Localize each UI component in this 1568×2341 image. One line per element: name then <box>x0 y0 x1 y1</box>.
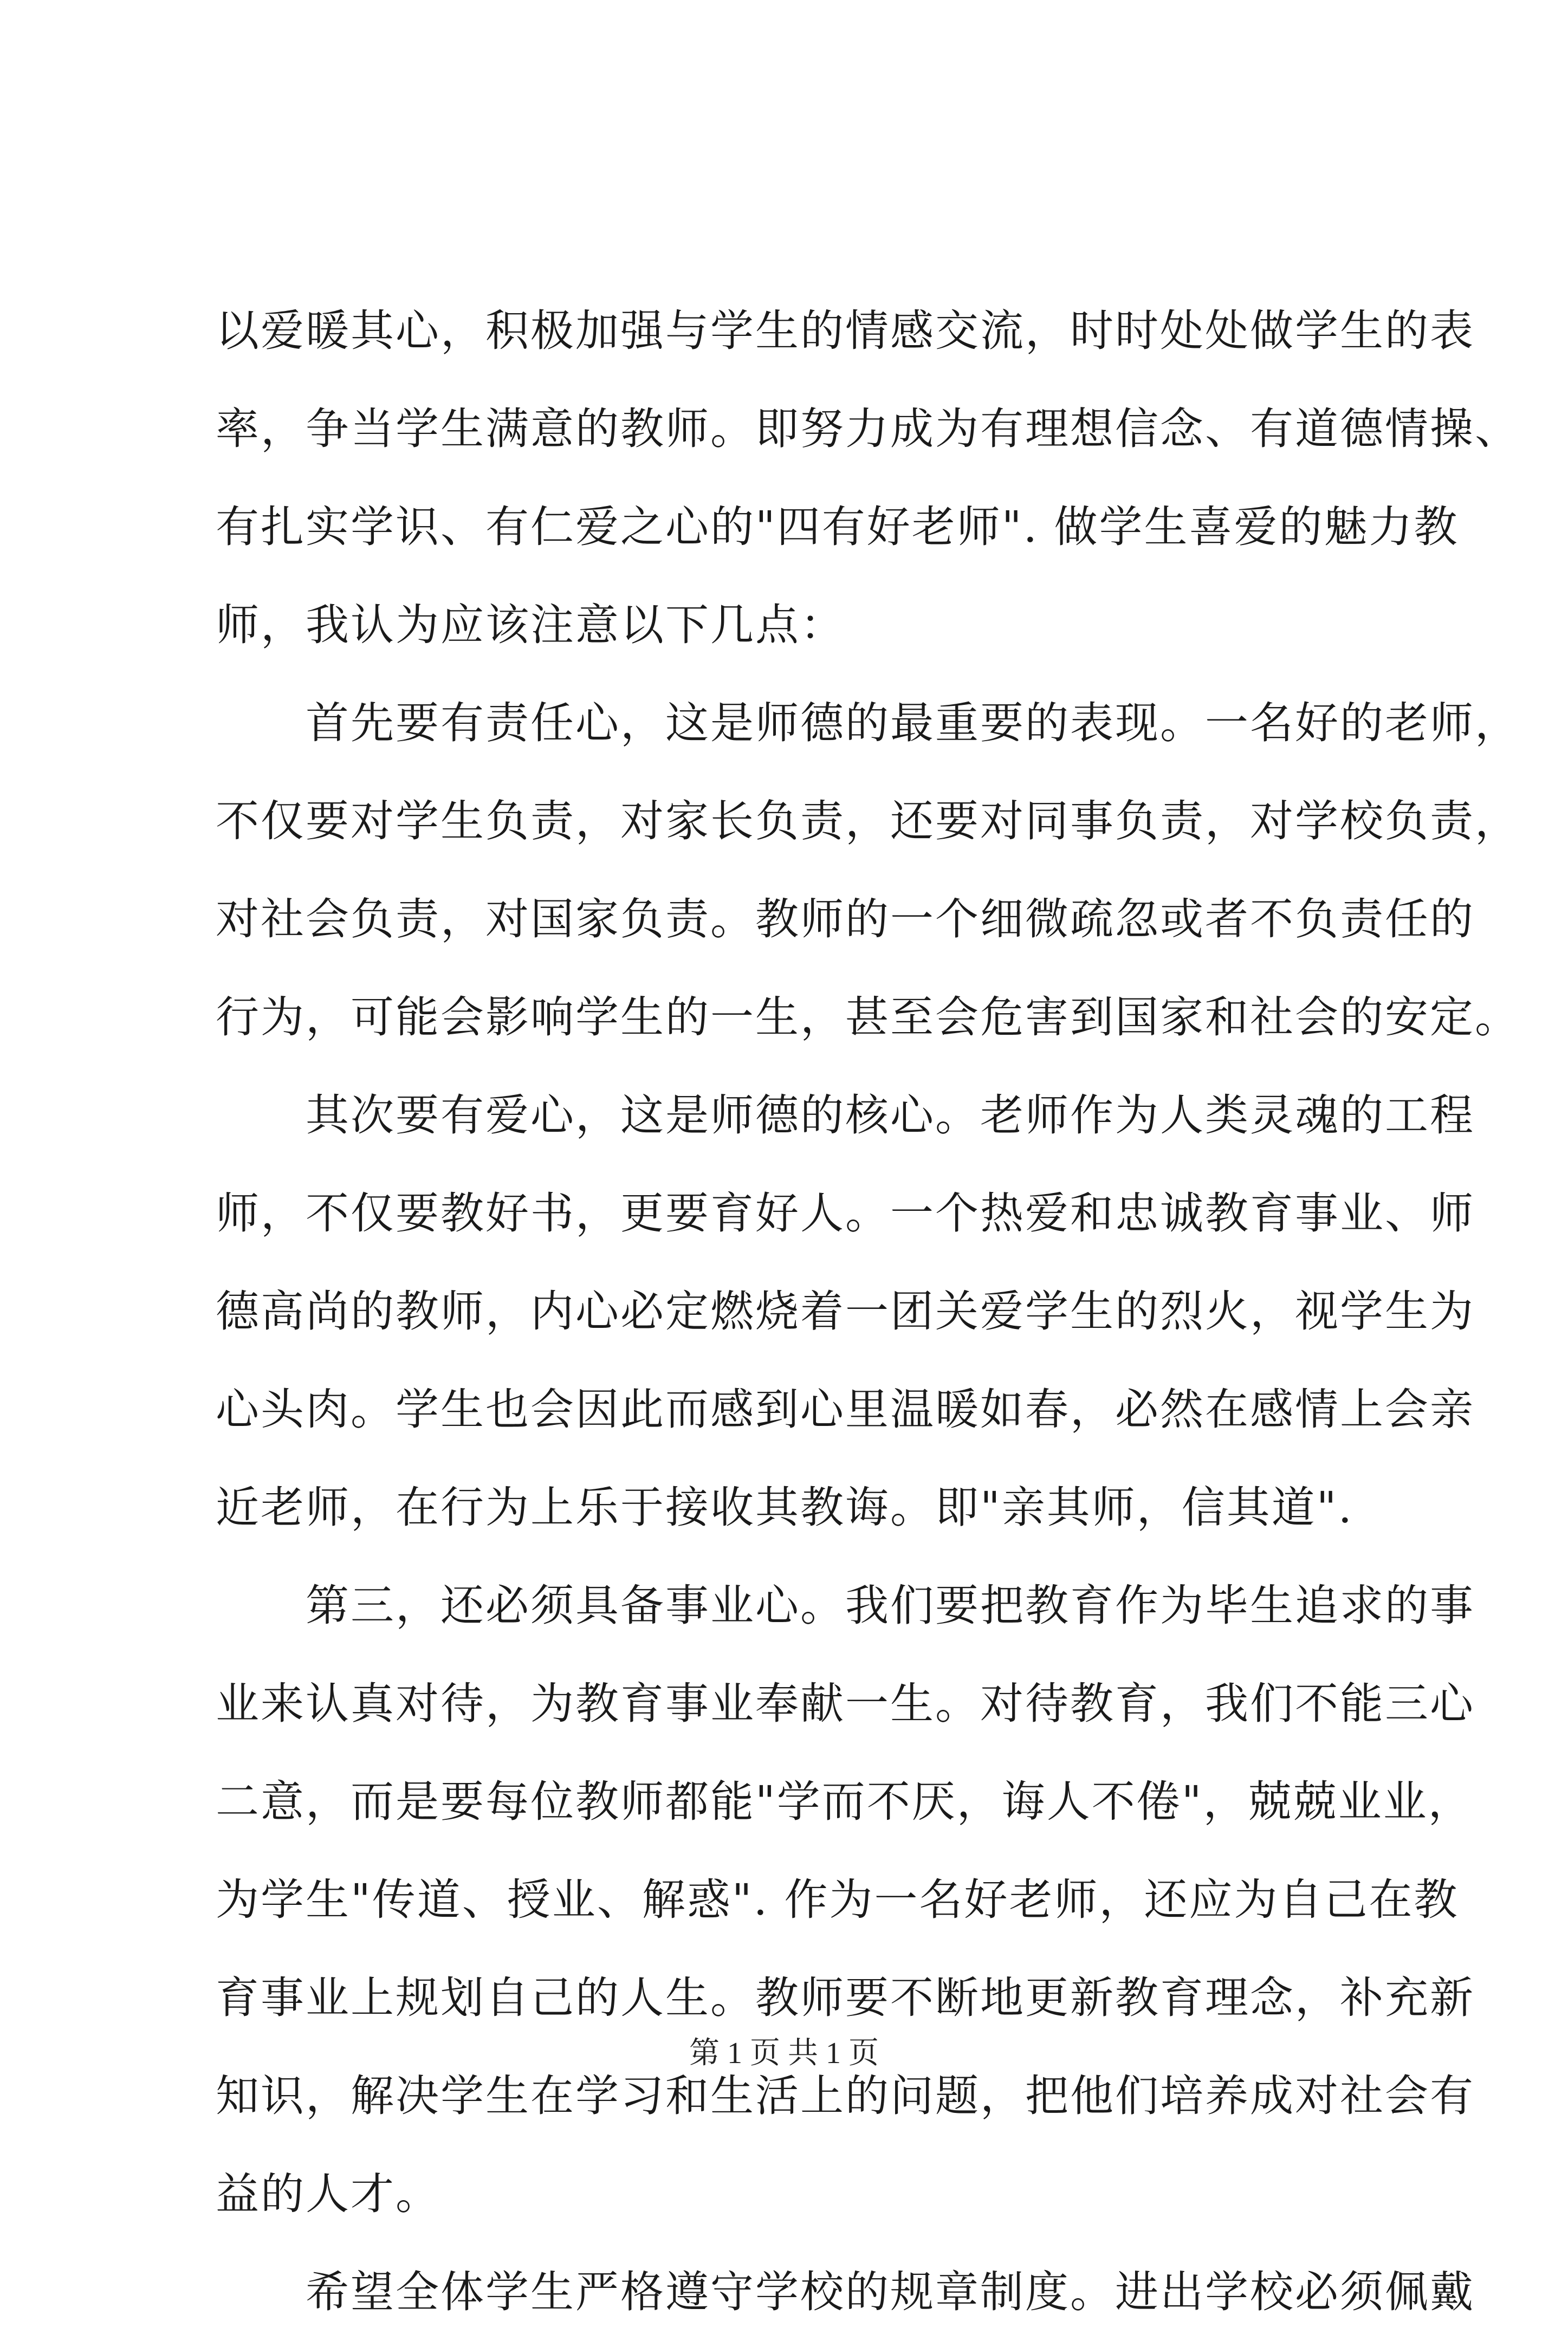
text-line: 益的人才。 <box>216 2169 440 2219</box>
text-line: 心头肉。学生也会因此而感到心里温暖如春，必然在感情上会亲 <box>216 1384 1475 1435</box>
text-line: 希望全体学生严格遵守学校的规章制度。进出学校必须佩戴 <box>216 2267 1475 2317</box>
text-line: 近老师，在行为上乐于接收其教诲。即"亲其师，信其道". <box>216 1482 1354 1533</box>
text-line: 有扎实学识、有仁爱之心的"四有好老师". 做学生喜爱的魅力教 <box>216 502 1459 552</box>
text-line: 二意，而是要每位教师都能"学而不厌，诲人不倦"，兢兢业业， <box>216 1776 1473 1827</box>
text-line: 第三，还必须具备事业心。我们要把教育作为毕生追求的事 <box>216 1580 1475 1631</box>
text-line: 业来认真对待，为教育事业奉献一生。对待教育，我们不能三心 <box>216 1678 1475 1729</box>
text-line: 首先要有责任心，这是师德的最重要的表现。一名好的老师， <box>216 698 1520 748</box>
text-line: 知识，解决学生在学习和生活上的问题，把他们培养成对社会有 <box>216 2071 1475 2121</box>
text-line: 育事业上规划自己的人生。教师要不断地更新教育理念，补充新 <box>216 1973 1475 2023</box>
text-line: 以爱暖其心，积极加强与学生的情感交流，时时处处做学生的表 <box>216 306 1475 356</box>
text-line: 德高尚的教师，内心必定燃烧着一团关爱学生的烈火，视学生为 <box>216 1286 1475 1337</box>
text-line: 不仅要对学生负责，对家长负责，还要对同事负责，对学校负责， <box>216 796 1520 846</box>
text-line: 行为，可能会影响学生的一生，甚至会危害到国家和社会的安定。 <box>216 992 1520 1042</box>
text-line: 师，我认为应该注意以下几点： <box>216 600 845 650</box>
text-line: 对社会负责，对国家负责。教师的一个细微疏忽或者不负责任的 <box>216 894 1475 944</box>
page-footer: 第 1 页 共 1 页 <box>689 2037 879 2070</box>
text-line: 率，争当学生满意的教师。即努力成为有理想信念、有道德情操、 <box>216 404 1520 454</box>
text-line: 师，不仅要教好书，更要育好人。一个热爱和忠诚教育事业、师 <box>216 1188 1475 1238</box>
text-line: 为学生"传道、授业、解惑". 作为一名好老师，还应为自己在教 <box>216 1875 1459 1925</box>
text-line: 其次要有爱心，这是师德的核心。老师作为人类灵魂的工程 <box>216 1090 1475 1140</box>
